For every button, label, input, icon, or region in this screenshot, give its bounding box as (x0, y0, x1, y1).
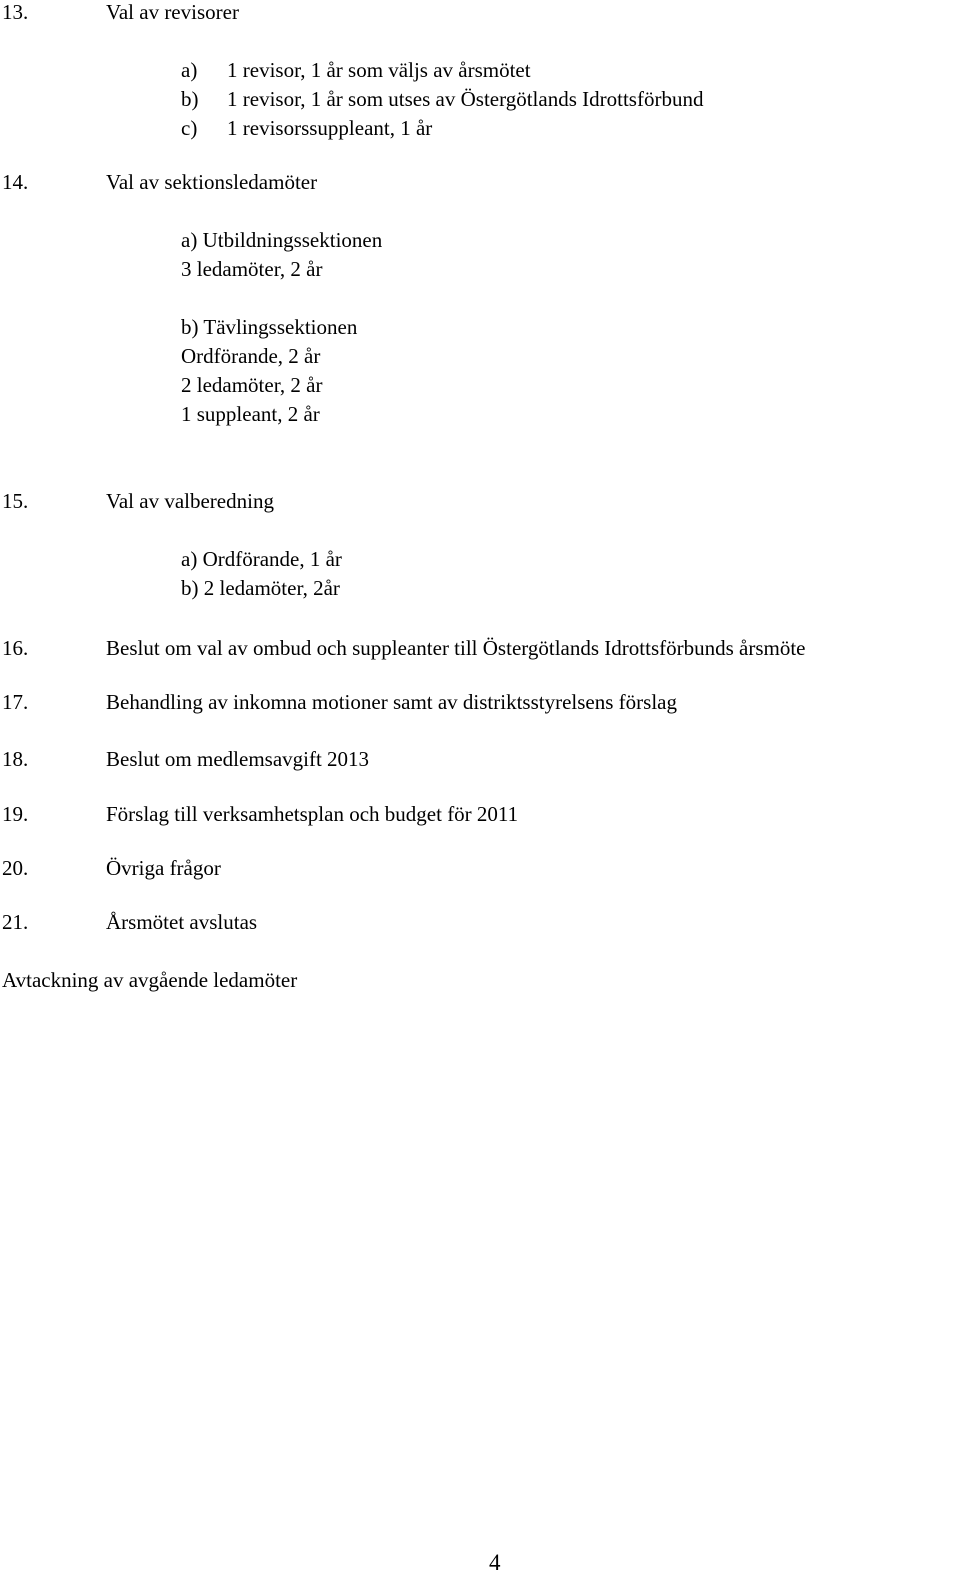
item-15-number: 15. (2, 489, 29, 513)
item-14-number: 14. (2, 170, 29, 194)
item-13-option-a-text: 1 revisor, 1 år som väljs av årsmötet (227, 58, 531, 82)
item-20-title: Övriga frågor (106, 856, 221, 880)
item-18-number: 18. (2, 747, 29, 771)
item-13-option-c-label: c) (181, 116, 198, 140)
item-13-option-b-label: b) (181, 87, 199, 111)
item-20-number: 20. (2, 856, 29, 880)
item-17-number: 17. (2, 690, 29, 714)
item-15-line: b) 2 ledamöter, 2år (181, 576, 340, 600)
item-18-title: Beslut om medlemsavgift 2013 (106, 747, 370, 771)
item-15-line: a) Ordförande, 1 år (181, 547, 342, 571)
item-13-option-a-label: a) (181, 58, 198, 82)
item-13-option-b-text: 1 revisor, 1 år som utses av Östergötlands Idrottsförbund (227, 87, 704, 111)
item-14-section-b-heading: b) Tävlingssektionen (181, 315, 358, 339)
item-21-number: 21. (2, 910, 29, 934)
item-13-title: Val av revisorer (106, 0, 239, 24)
item-19-number: 19. (2, 802, 29, 826)
item-13-option-c-text: 1 revisorssuppleant, 1 år (227, 116, 433, 140)
item-13-number: 13. (2, 0, 29, 24)
item-21-title: Årsmötet avslutas (106, 910, 258, 934)
item-14-section-b-line: 1 suppleant, 2 år (181, 402, 320, 426)
item-14-section-a-line: 3 ledamöter, 2 år (181, 257, 323, 281)
page-number: 4 (489, 1550, 501, 1575)
item-14-section-a-heading: a) Utbildningssektionen (181, 228, 383, 252)
item-15-title: Val av valberedning (106, 489, 274, 513)
item-17-title: Behandling av inkomna motioner samt av distriktsstyrelsens förslag (106, 690, 677, 714)
item-14-section-b-line: 2 ledamöter, 2 år (181, 373, 323, 397)
item-19-title: Förslag till verksamhetsplan och budget för 2011 (106, 802, 519, 826)
item-14-section-b-line: Ordförande, 2 år (181, 344, 321, 368)
item-16-number: 16. (2, 636, 29, 660)
item-16-title: Beslut om val av ombud och suppleanter till Östergötlands Idrottsförbunds årsmöte (106, 636, 806, 660)
item-14-title: Val av sektionsledamöter (106, 170, 318, 194)
closing-note: Avtackning av avgående ledamöter (2, 968, 298, 992)
